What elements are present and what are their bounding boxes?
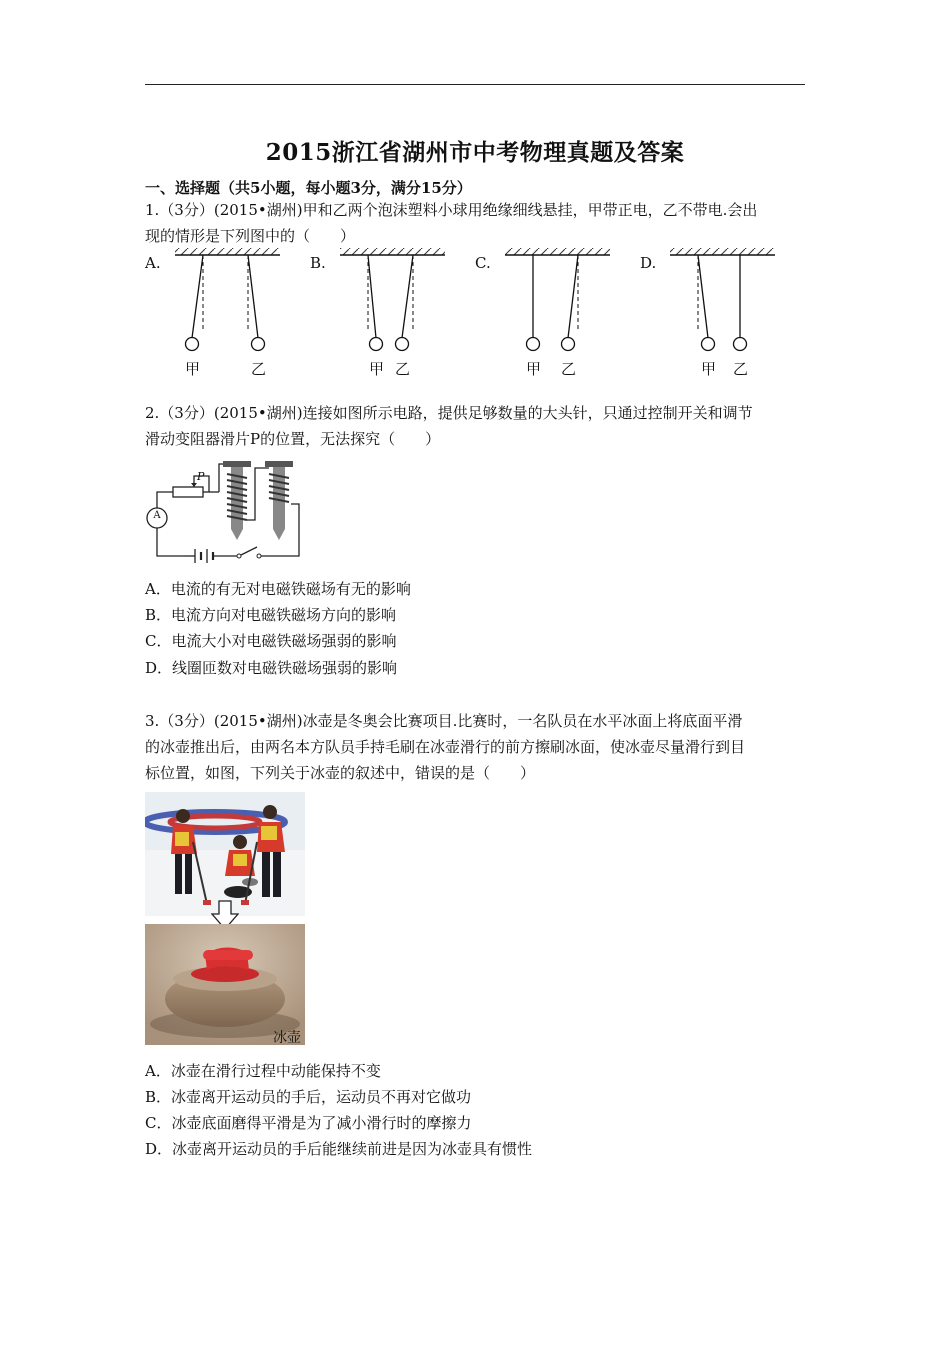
q2-ammeter-label: A [153,510,161,521]
curling-stone-caption: 冰壶 [273,1030,301,1046]
q1-figure-c [505,248,610,351]
rheostat-icon [173,487,203,497]
q1-c-ball-label-jia: 甲 [526,360,542,378]
header-rule [145,84,805,85]
q1-c-ball-label-yi: 乙 [561,360,577,378]
q1-option-a-label: A. [145,254,161,272]
q3-stem-line: 的冰壶推出后，由两名本方队员手持毛刷在冰壶滑行的前方擦刷冰面，使冰壶尽量滑行到目 [145,738,746,756]
section-heading: 一、选择题（共5小题，每小题3分，满分15分） [145,179,472,197]
q1-a-ball-label-yi: 乙 [251,360,267,378]
q1-d-ball-label-jia: 甲 [701,360,717,378]
curling-players-photo [145,792,305,916]
q2-option-b: B．电流方向对电磁铁磁场方向的影响 [145,606,397,624]
q1-figure-b [340,248,445,351]
q2-stem [145,400,753,452]
q2-slider-label: P [197,470,205,483]
q3-stem-line: 标位置，如图，下列关于冰壶的叙述中，错误的是（ ） [145,764,536,782]
q3-option-a: A．冰壶在滑行过程中动能保持不变 [145,1062,381,1080]
q1-figure-d [670,248,775,351]
q2-stem-line: 滑动变阻器滑片P的位置，无法探究（ ） [145,430,441,448]
q1-d-ball-label-yi: 乙 [733,360,749,378]
q1-a-ball-label-jia: 甲 [185,360,201,378]
q2-option-d: D．线圈匝数对电磁铁磁场强弱的影响 [145,659,398,677]
q2-option-a: A．电流的有无对电磁铁磁场有无的影响 [145,580,411,598]
q1-b-ball-label-jia: 甲 [369,360,385,378]
q3-option-d: D．冰壶离开运动员的手后能继续前进是因为冰壶具有惯性 [145,1140,533,1158]
q1-option-d-label: D. [640,254,657,272]
q1-stem-line: 现的情形是下列图中的（ ） [145,227,356,245]
q3-option-c: C．冰壶底面磨得平滑是为了减小滑行时的摩擦力 [145,1114,472,1132]
q1-b-ball-label-yi: 乙 [395,360,411,378]
q3-stem [145,708,745,786]
q2-stem-line: 2.（3分）(2015•湖州)连接如图所示电路，提供足够数量的大头针，只通过控制开关和调节 [145,404,753,422]
page-title: 2015浙江省湖州市中考物理真题及答案 [265,139,685,166]
q3-option-b: B．冰壶离开运动员的手后，运动员不再对它做功 [145,1088,472,1106]
q1-option-b-label: B. [310,254,326,272]
q3-stem-line: 3.（3分）(2015•湖州)冰壶是冬奥会比赛项目.比赛时，一名队员在水平冰面上将底面平滑 [145,712,743,730]
q1-stem-line: 1.（3分）(2015•湖州)甲和乙两个泡沫塑料小球用绝缘细线悬挂，甲带正电，乙不带电.会出 [145,201,758,219]
q2-option-c: C．电流大小对电磁铁磁场强弱的影响 [145,632,397,650]
q1-figure-a [175,248,280,351]
q1-option-c-label: C. [475,254,491,272]
q2-circuit-diagram [145,456,310,568]
